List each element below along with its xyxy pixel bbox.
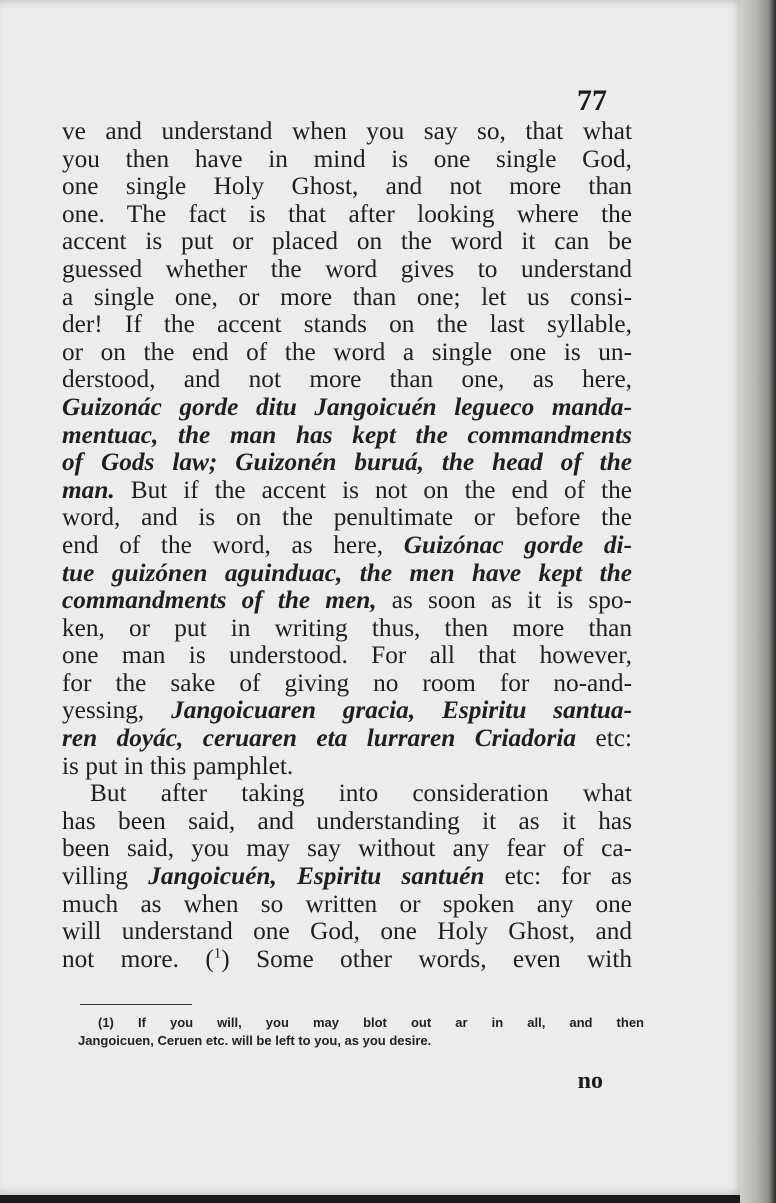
text-segment: a single one, or more than one; let us consi- — [62, 282, 632, 311]
footnote — [78, 1014, 644, 1050]
italic-segment: tue guizónen aguinduac, the men have kept the — [62, 558, 632, 587]
text-segment: end of the word, as here, — [62, 530, 404, 559]
text-line — [62, 891, 632, 919]
text-segment: you then have in mind is one single God, — [62, 144, 632, 173]
text-line — [62, 394, 632, 422]
text-line — [62, 477, 632, 505]
text-line — [62, 228, 632, 256]
footnote-line: Jangoicuen, Ceruen etc. will be left to you, as you desire. — [78, 1033, 432, 1048]
italic-segment: Guizonác gorde ditu Jangoicuén legueco manda- — [62, 392, 632, 421]
text-segment: or on the end of the word a single one is un- — [62, 337, 632, 366]
text-segment: But if the accent is not on the end of the — [114, 475, 632, 504]
text-line — [62, 697, 632, 725]
italic-segment: ren doyác, ceruaren eta lurraren Criadoria — [62, 724, 577, 753]
text-line — [62, 642, 632, 670]
footnote-line: (1) If you will, you may blot out ar in all, and then — [98, 1015, 644, 1030]
text-segment: But after taking into consideration what — [90, 779, 632, 808]
text-line — [62, 422, 632, 450]
catchword: no — [577, 1068, 603, 1094]
text-segment: ve and understand when you say so, that what — [62, 117, 632, 145]
text-line — [62, 146, 632, 174]
italic-segment: man. — [62, 475, 115, 504]
text-line — [62, 449, 632, 477]
footnote-ref: 1 — [213, 945, 222, 962]
body-text — [62, 118, 632, 973]
text-segment: der! If the accent stands on the last syllable, — [62, 310, 632, 339]
text-line — [62, 587, 632, 615]
italic-segment: Jangoicuén, Espiritu santuén — [148, 862, 485, 891]
text-segment: accent is put or placed on the word it can be — [62, 227, 632, 256]
text-line — [62, 918, 632, 946]
text-segment: much as when so written or spoken any one — [62, 889, 632, 918]
footnote-divider — [80, 1004, 192, 1005]
text-line — [62, 504, 632, 532]
text-line — [62, 835, 632, 863]
text-line — [62, 780, 632, 808]
text-segment: word, and is on the penultimate or before the — [62, 503, 632, 532]
text-line — [62, 670, 632, 698]
text-line — [62, 725, 632, 753]
text-segment: is put in this pamphlet. — [62, 751, 294, 780]
text-line — [62, 256, 632, 284]
text-segment: been said, you may say without any fear of ca- — [62, 834, 632, 863]
text-line — [62, 808, 632, 836]
text-line — [62, 366, 632, 394]
text-segment: etc: for as — [484, 862, 632, 891]
italic-segment: Jangoicuaren gracia, Espiritu santua- — [171, 696, 633, 725]
text-line — [62, 118, 632, 146]
text-segment: ) Some other words, even with — [221, 944, 633, 973]
italic-segment: mentuac, the man has kept the commandments — [62, 420, 632, 449]
text-line — [62, 532, 632, 560]
text-line — [62, 173, 632, 201]
text-segment: one man is understood. For all that however, — [62, 641, 632, 670]
text-segment: one. The fact is that after looking where the — [62, 199, 632, 228]
text-line — [62, 946, 632, 974]
text-segment: etc: — [576, 724, 633, 753]
text-line — [62, 753, 632, 781]
page-number: 77 — [577, 84, 607, 117]
text-segment: villing — [62, 862, 149, 891]
text-line — [62, 560, 632, 588]
text-segment: ken, or put in writing thus, then more than — [62, 613, 632, 642]
text-line — [62, 615, 632, 643]
text-segment: derstood, and not more than one, as here, — [62, 365, 632, 394]
text-segment: guessed whether the word gives to understand — [62, 254, 632, 283]
text-segment: yessing, — [62, 696, 172, 725]
text-line — [62, 201, 632, 229]
text-line — [62, 339, 632, 367]
text-segment: has been said, and understanding it as it has — [62, 806, 632, 835]
text-segment: not more. ( — [62, 944, 214, 973]
text-segment: for the sake of giving no room for no-and- — [62, 668, 632, 697]
text-segment: as soon as it is spo- — [376, 586, 632, 615]
text-line — [62, 863, 632, 891]
italic-segment: commandments of the men, — [62, 586, 377, 615]
text-line — [62, 311, 632, 339]
italic-segment: Guizónac gorde di- — [403, 530, 633, 559]
text-segment: will understand one God, one Holy Ghost, and — [62, 917, 632, 946]
page-edge-shadow — [740, 0, 776, 1203]
text-line — [62, 284, 632, 312]
text-segment: one single Holy Ghost, and not more than — [62, 172, 632, 201]
italic-segment: of Gods law; Guizonén buruá, the head of the — [62, 448, 632, 477]
